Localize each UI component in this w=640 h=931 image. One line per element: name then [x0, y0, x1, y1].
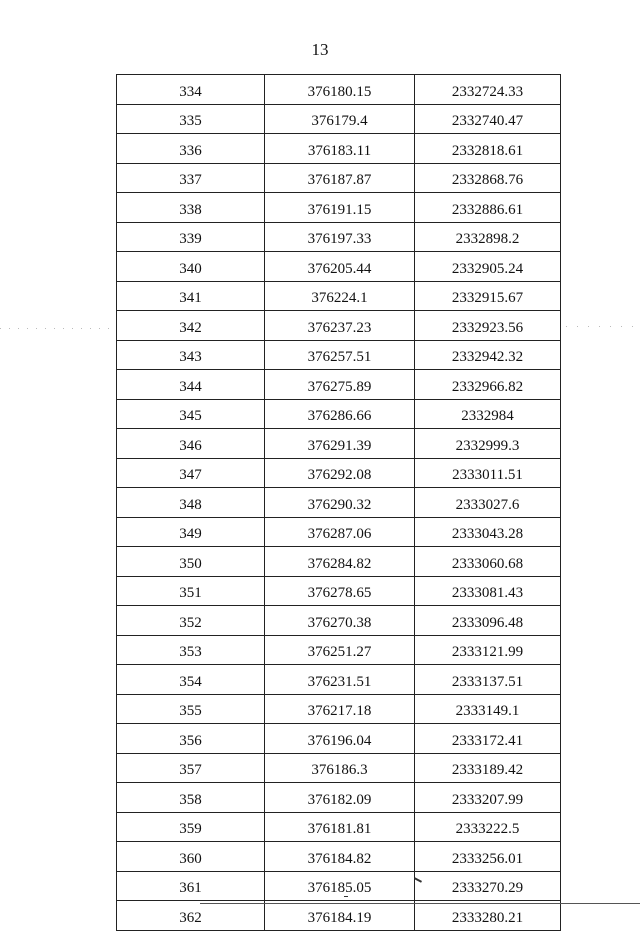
table-row: [117, 252, 561, 282]
point-number-cell: 362: [117, 901, 265, 931]
y-coordinate-cell: 2332984: [415, 399, 561, 429]
coordinate-table: [116, 74, 561, 931]
point-number-cell: 346: [117, 429, 265, 459]
x-coordinate-cell: 376182.09: [265, 783, 415, 813]
table-row: [117, 547, 561, 577]
point-number-cell: 348: [117, 488, 265, 518]
table-row: [117, 783, 561, 813]
y-coordinate-cell: 2333081.43: [415, 576, 561, 606]
x-coordinate-cell: 376287.06: [265, 517, 415, 547]
point-number-cell: 361: [117, 871, 265, 901]
x-coordinate-cell: 376205.44: [265, 252, 415, 282]
point-number-cell: 352: [117, 606, 265, 636]
y-coordinate-cell: 2332942.32: [415, 340, 561, 370]
point-number-cell: 351: [117, 576, 265, 606]
page-number: 13: [311, 40, 329, 59]
table-row: [117, 812, 561, 842]
table-row: [117, 517, 561, 547]
point-number-cell: 342: [117, 311, 265, 341]
point-number-cell: 344: [117, 370, 265, 400]
x-coordinate-cell: 376286.66: [265, 399, 415, 429]
table-row: [117, 370, 561, 400]
y-coordinate-cell: 2333011.51: [415, 458, 561, 488]
y-coordinate-cell: 2332818.61: [415, 134, 561, 164]
y-coordinate-cell: 2333149.1: [415, 694, 561, 724]
table-row: [117, 753, 561, 783]
y-coordinate-cell: 2333121.99: [415, 635, 561, 665]
x-coordinate-cell: 376184.82: [265, 842, 415, 872]
x-coordinate-cell: 376183.11: [265, 134, 415, 164]
y-coordinate-cell: 2333256.01: [415, 842, 561, 872]
table-row: [117, 694, 561, 724]
table-row: [117, 665, 561, 695]
x-coordinate-cell: 376217.18: [265, 694, 415, 724]
y-coordinate-cell: 2332923.56: [415, 311, 561, 341]
scan-edge-line: [200, 903, 640, 904]
scan-dotted-artifact: [566, 326, 640, 327]
table-row: [117, 193, 561, 223]
y-coordinate-cell: 2332886.61: [415, 193, 561, 223]
x-coordinate-cell: 376270.38: [265, 606, 415, 636]
x-coordinate-cell: 376179.4: [265, 104, 415, 134]
x-coordinate-cell: 376224.1: [265, 281, 415, 311]
y-coordinate-cell: 2333189.42: [415, 753, 561, 783]
table-row: [117, 134, 561, 164]
table-row: [117, 163, 561, 193]
scan-dotted-artifact: [0, 328, 110, 329]
point-number-cell: 359: [117, 812, 265, 842]
point-number-cell: 354: [117, 665, 265, 695]
y-coordinate-cell: 2332966.82: [415, 370, 561, 400]
coordinate-table-body: [117, 75, 561, 931]
x-coordinate-cell: 376185.05: [265, 871, 415, 901]
table-row: [117, 458, 561, 488]
point-number-cell: 336: [117, 134, 265, 164]
table-row: [117, 104, 561, 134]
x-coordinate-cell: 376278.65: [265, 576, 415, 606]
point-number-cell: 357: [117, 753, 265, 783]
x-coordinate-cell: 376180.15: [265, 75, 415, 105]
scan-speck: [344, 896, 348, 897]
table-row: [117, 635, 561, 665]
table-row: [117, 75, 561, 105]
y-coordinate-cell: 2332740.47: [415, 104, 561, 134]
y-coordinate-cell: 2332868.76: [415, 163, 561, 193]
x-coordinate-cell: 376237.23: [265, 311, 415, 341]
y-coordinate-cell: 2333096.48: [415, 606, 561, 636]
y-coordinate-cell: 2333060.68: [415, 547, 561, 577]
point-number-cell: 353: [117, 635, 265, 665]
y-coordinate-cell: 2332898.2: [415, 222, 561, 252]
y-coordinate-cell: 2332915.67: [415, 281, 561, 311]
x-coordinate-cell: 376231.51: [265, 665, 415, 695]
table-row: [117, 842, 561, 872]
point-number-cell: 343: [117, 340, 265, 370]
point-number-cell: 355: [117, 694, 265, 724]
point-number-cell: 334: [117, 75, 265, 105]
table-row: [117, 311, 561, 341]
x-coordinate-cell: 376291.39: [265, 429, 415, 459]
point-number-cell: 349: [117, 517, 265, 547]
point-number-cell: 341: [117, 281, 265, 311]
table-row: [117, 724, 561, 754]
x-coordinate-cell: 376275.89: [265, 370, 415, 400]
x-coordinate-cell: 376186.3: [265, 753, 415, 783]
table-row: [117, 606, 561, 636]
point-number-cell: 345: [117, 399, 265, 429]
x-coordinate-cell: 376292.08: [265, 458, 415, 488]
table-row: [117, 429, 561, 459]
x-coordinate-cell: 376184.19: [265, 901, 415, 931]
y-coordinate-cell: 2333027.6: [415, 488, 561, 518]
table-row: [117, 399, 561, 429]
point-number-cell: 339: [117, 222, 265, 252]
point-number-cell: 347: [117, 458, 265, 488]
point-number-cell: 356: [117, 724, 265, 754]
table-row: [117, 340, 561, 370]
table-row: [117, 222, 561, 252]
y-coordinate-cell: 2333207.99: [415, 783, 561, 813]
x-coordinate-cell: 376251.27: [265, 635, 415, 665]
x-coordinate-cell: 376196.04: [265, 724, 415, 754]
point-number-cell: 337: [117, 163, 265, 193]
table-row: [117, 871, 561, 901]
x-coordinate-cell: 376257.51: [265, 340, 415, 370]
point-number-cell: 358: [117, 783, 265, 813]
point-number-cell: 338: [117, 193, 265, 223]
x-coordinate-cell: 376284.82: [265, 547, 415, 577]
y-coordinate-cell: 2332724.33: [415, 75, 561, 105]
point-number-cell: 360: [117, 842, 265, 872]
x-coordinate-cell: 376191.15: [265, 193, 415, 223]
point-number-cell: 340: [117, 252, 265, 282]
y-coordinate-cell: 2333172.41: [415, 724, 561, 754]
y-coordinate-cell: 2333043.28: [415, 517, 561, 547]
y-coordinate-cell: 2333137.51: [415, 665, 561, 695]
point-number-cell: 350: [117, 547, 265, 577]
table-row: [117, 576, 561, 606]
x-coordinate-cell: 376187.87: [265, 163, 415, 193]
y-coordinate-cell: 2333222.5: [415, 812, 561, 842]
x-coordinate-cell: 376197.33: [265, 222, 415, 252]
point-number-cell: 335: [117, 104, 265, 134]
y-coordinate-cell: 2333280.21: [415, 901, 561, 931]
y-coordinate-cell: 2332999.3: [415, 429, 561, 459]
x-coordinate-cell: 376181.81: [265, 812, 415, 842]
table-row: [117, 281, 561, 311]
x-coordinate-cell: 376290.32: [265, 488, 415, 518]
y-coordinate-cell: 2332905.24: [415, 252, 561, 282]
table-row: [117, 488, 561, 518]
y-coordinate-cell: 2333270.29: [415, 871, 561, 901]
